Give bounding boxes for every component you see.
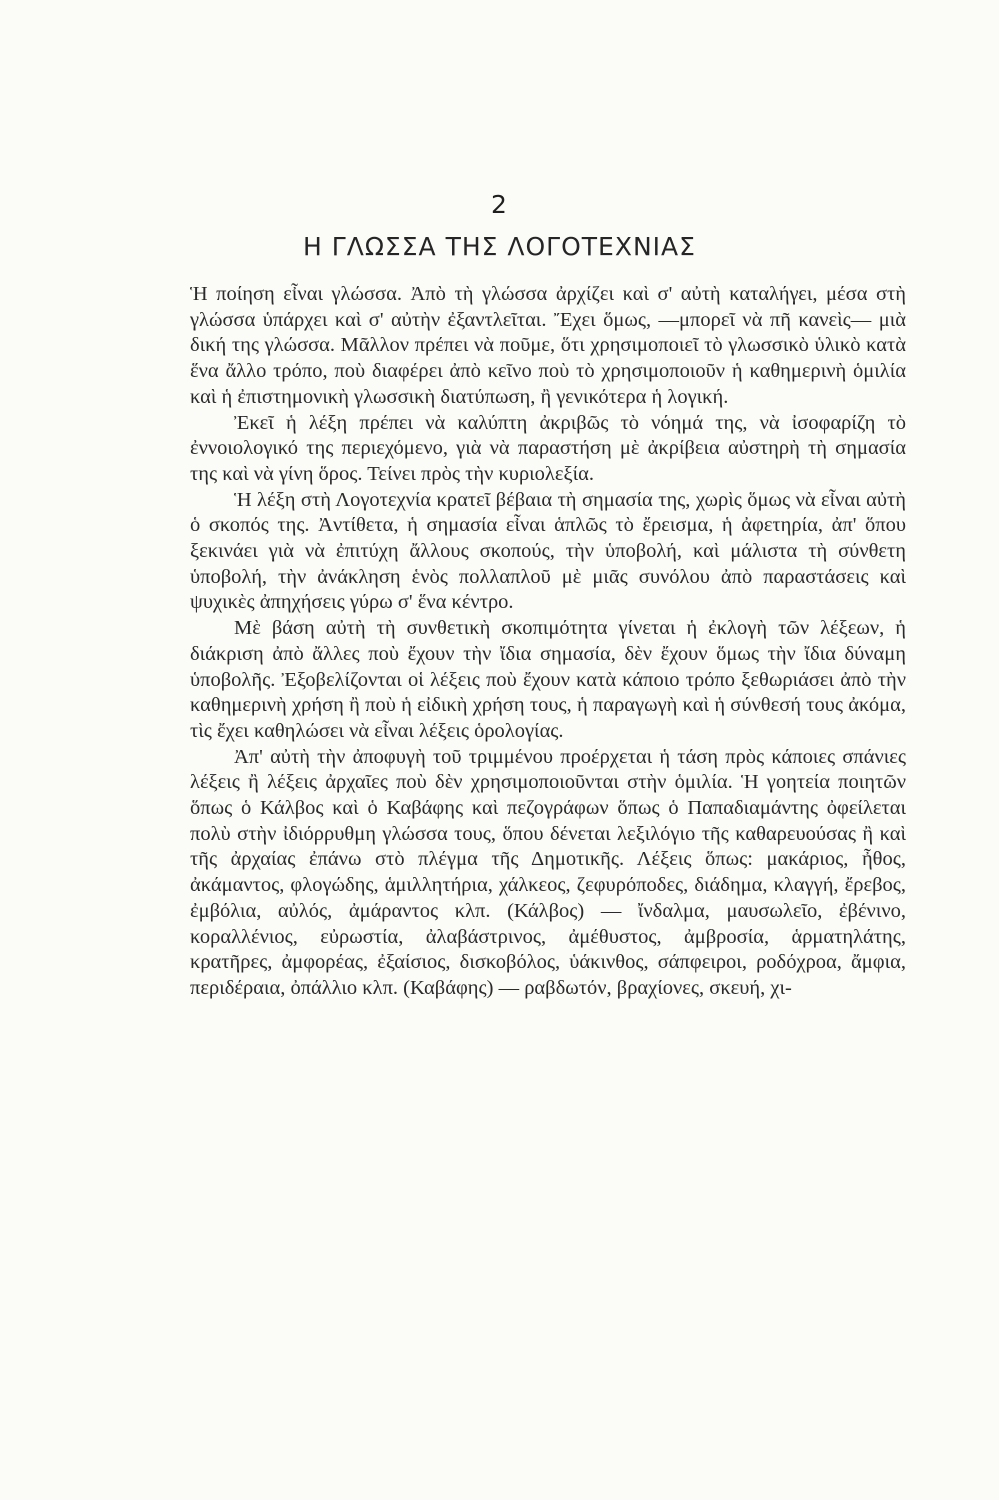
paragraph: Ἡ λέξη στὴ Λογοτεχνία κρατεῖ βέβαια τὴ σημασία της, χωρὶς ὅμως νὰ εἶναι αὐτὴ ὁ σκοπός της. Ἀντίθετα, ἡ σημασία εἶναι ἁπλῶς τὸ ἔρεισμα, ἡ ἀφετηρία, ἀπ' ὅπου ξεκινάει γιὰ νὰ ἐπιτύχη ἄλλους σκοπούς, τὴν ὑποβολή, καὶ μάλιστα τὴ σύνθετη ὑποβολή, τὴν ἀνάκληση ἑνὸς πολλαπλοῦ μὲ μιᾶς συνόλου ἀπὸ παραστάσεις καὶ ψυχικὲς ἀπηχήσεις γύρω σ' ἕνα κέντρο. <box>190 488 906 614</box>
paragraph: Ἀπ' αὐτὴ τὴν ἀποφυγὴ τοῦ τριμμένου προέρχεται ἡ τάση πρὸς κάποιες σπάνιες λέξεις ἢ λέξεις ἀρχαῖες ποὺ δὲν χρησιμοποιοῦνται στὴν ὁμιλία. Ἡ γοητεία ποιητῶν ὅπως ὁ Κάλβος καὶ ὁ Καβάφης καὶ πεζογράφων ὅπως ὁ Παπαδιαμάντης ὀφείλεται πολὺ στὴν ἰδιόρρυθμη γλώσσα τους, ὅπου δένεται λεξιλόγιο τῆς καθαρευούσας ἢ καὶ τῆς ἀρχαίας ἐπάνω στὸ πλέγμα τῆς Δημοτικῆς. Λέξεις ὅπως: μακάριος, ἦθος, ἀκάμαντος, φλογώδης, ἁμιλλητήρια, χάλκεος, ζεφυρόποδες, διάδημα, κλαγγή, ἔρεβος, ἐμβόλια, αὐλός, ἀμάραντος κλπ. (Κάλβος) — ἴνδαλμα, μαυσωλεῖο, ἐβένινο, κοραλλένιος, εὐρωστία, ἀλαβάστρινος, ἀμέθυστος, ἀμβροσία, ἁρματηλάτης, κρατῆρες, ἀμφορέας, ἐξαίσιος, δισκοβόλος, ὑάκινθος, σάπφειροι, ροδόχροα, ἄμφια, περιδέραια, ὀπάλλιο κλπ. (Καβάφης) — ραβδωτόν, βραχίονες, σκευή, χι- <box>190 745 906 999</box>
paragraph: Ἡ ποίηση εἶναι γλώσσα. Ἀπὸ τὴ γλώσσα ἀρχίζει καὶ σ' αὐτὴ καταλήγει, μέσα στὴ γλώσσα ὑπάρχει καὶ σ' αὐτὴν ἐξαντλεῖται. Ἔχει ὅμως, —μπορεῖ νὰ πῆ κανεὶς— μιὰ δική της γλώσσα. Μᾶλλον πρέπει νὰ ποῦμε, ὅτι χρησιμοποιεῖ τὸ γλωσσικὸ ὑλικὸ κατὰ ἕνα ἄλλο τρόπο, ποὺ διαφέρει ἀπὸ κεῖνο ποὺ τὸ χρησιμοποιοῦν ἡ καθημερινὴ ὁμιλία καὶ ἡ ἐπιστημονικὴ γλωσσικὴ διατύπωση, ἢ γενικότερα ἡ λογική. <box>190 283 906 408</box>
paragraph: Ἐκεῖ ἡ λέξη πρέπει νὰ καλύπτη ἀκριβῶς τὸ νόημά της, νὰ ἰσοφαρίζη τὸ ἐννοιολογικό της περιεχόμενο, γιὰ νὰ παραστήση μὲ ἀκρίβεια αὐστηρὴ τὴ σημασία της καὶ νὰ γίνη ὅρος. Τείνει πρὸς τὴν κυριολεξία. <box>190 411 906 485</box>
chapter-number: 2 <box>491 190 508 219</box>
paragraph: Μὲ βάση αὐτὴ τὴ συνθετικὴ σκοπιμότητα γίνεται ἡ ἐκλογὴ τῶν λέξεων, ἡ διάκριση ἀπὸ ἄλλες ποὺ ἔχουν τὴν ἴδια σημασία, δὲν ἔχουν ὅμως τὴν ἴδια δύναμη ὑποβολῆς. Ἐξοβελίζονται οἱ λέξεις ποὺ ἔχουν κατὰ κάποιο τρόπο ξεθωριάσει ἀπὸ τὴν καθημερινὴ χρήση ἢ ποὺ ἡ εἰδικὴ χρήση τους, ἡ παραγωγὴ καὶ ἡ σύνθεσή τους ἀκόμα, τὶς ἔχει καθηλώσει νὰ εἶναι λέξεις ὁρολογίας. <box>190 617 906 742</box>
chapter-title: Η ΓΛΩΣΣΑ ΤΗΣ ΛΟΓΟΤΕΧΝΙΑΣ <box>303 232 696 261</box>
body-text <box>190 282 906 1002</box>
